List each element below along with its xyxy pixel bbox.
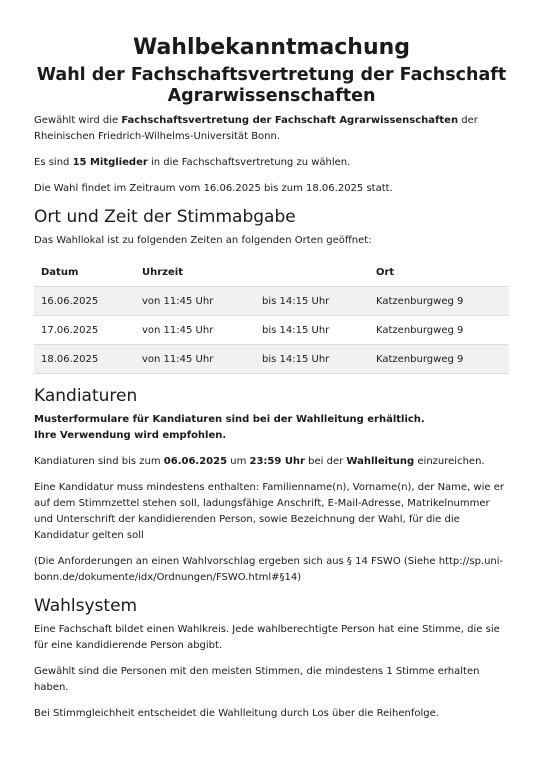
intro-paragraph-1 (34, 113, 509, 145)
cell-to: bis 14:15 Uhr (255, 316, 369, 345)
cell-from: von 11:45 Uhr (135, 316, 255, 345)
intro-text: in die Fachschaftsvertretung zu wählen. (147, 157, 351, 168)
deadline-text: um (227, 456, 250, 467)
deadline-text: bei der (304, 456, 347, 467)
table-header-row (34, 258, 509, 287)
intro-paragraph-2 (34, 155, 509, 171)
cell-location: Katzenburgweg 9 (369, 316, 509, 345)
wahlsystem-paragraph-3: Bei Stimmgleichheit entscheidet die Wahlleitung durch Los über die Reihenfolge. (34, 708, 439, 719)
intro-paragraph-3: Die Wahl findet im Zeitraum vom 16.06.2025 bis zum 18.06.2025 statt. (34, 183, 393, 194)
member-count: 15 Mitglieder (72, 157, 148, 168)
cell-date: 16.06.2025 (34, 287, 135, 316)
deadline-recipient: Wahlleitung (346, 456, 415, 467)
kandidaturen-notice (34, 412, 509, 444)
section-heading-ort: Ort und Zeit der Stimmabgabe (34, 207, 296, 227)
deadline-text: einzureichen. (414, 456, 485, 467)
table-row (34, 345, 509, 374)
cell-from: von 11:45 Uhr (135, 345, 255, 374)
intro-bold-text: Fachschaftsvertretung der Fachschaft Agrarwissenschaften (121, 115, 459, 126)
cell-to: bis 14:15 Uhr (255, 345, 369, 374)
kandidaturen-requirements: Eine Kandidatur muss mindestens enthalten: Familienname(n), Vorname(n), der Name, wie er auf dem Stimmzettel stehen soll, ladungsfähige Anschrift, E-Mail-Adresse, Matrikelnummer und Unterschrift der kandidierenden Person, sowie Bezeichnung der Wahl, für die die Kandidatur gelten soll (34, 482, 504, 541)
ort-description: Das Wahllokal ist zu folgenden Zeiten an folgenden Orten geöffnet: (34, 235, 372, 246)
deadline-date: 06.06.2025 (163, 456, 228, 467)
intro-text: Gewählt wird die (34, 115, 122, 126)
kandidaturen-reference: (Die Anforderungen an einen Wahlvorschlag ergeben sich aus § 14 FSWO (Siehe http://sp.uni-bonn.de/dokumente/idx/Ordnungen/FSWO.html#§14) (34, 556, 504, 583)
cell-date: 18.06.2025 (34, 345, 135, 374)
wahlsystem-paragraph-2: Gewählt sind die Personen mit den meisten Stimmen, die mindestens 1 Stimme erhalten haben. (34, 666, 480, 693)
page-title: Wahlbekanntmachung (132, 35, 411, 60)
table-row (34, 287, 509, 316)
notice-line-1: Musterformulare für Kandiaturen sind bei der Wahlleitung erhältlich. (34, 414, 425, 425)
section-heading-kandidaturen: Kandiaturen (34, 386, 138, 406)
notice-line-2: Ihre Verwendung wird empfohlen. (34, 430, 227, 441)
polling-table (34, 258, 509, 374)
wahlsystem-paragraph-1: Eine Fachschaft bildet einen Wahlkreis. Jede wahlberechtigte Person hat eine Stimme, die sie für eine kandidierende Person abgibt. (34, 624, 500, 651)
deadline-text: Kandiaturen sind bis zum (34, 456, 164, 467)
cell-location: Katzenburgweg 9 (369, 345, 509, 374)
cell-location: Katzenburgweg 9 (369, 287, 509, 316)
page-subtitle: Wahl der Fachschaftsvertretung der Fachschaft Agrarwissenschaften (36, 65, 507, 106)
cell-to: bis 14:15 Uhr (255, 287, 369, 316)
column-header-datum: Datum (41, 266, 79, 278)
intro-text: der Rheinischen Friedrich-Wilhelms-Universität Bonn. (34, 115, 478, 142)
kandidaturen-deadline (34, 454, 509, 470)
deadline-time: 23:59 Uhr (249, 456, 305, 467)
table-row (34, 316, 509, 345)
section-heading-wahlsystem: Wahlsystem (34, 596, 138, 616)
intro-text: Es sind (34, 157, 73, 168)
cell-date: 17.06.2025 (34, 316, 135, 345)
column-header-uhrzeit: Uhrzeit (142, 266, 183, 278)
cell-from: von 11:45 Uhr (135, 287, 255, 316)
column-header-ort: Ort (376, 266, 395, 278)
column-header-empty (255, 258, 369, 287)
